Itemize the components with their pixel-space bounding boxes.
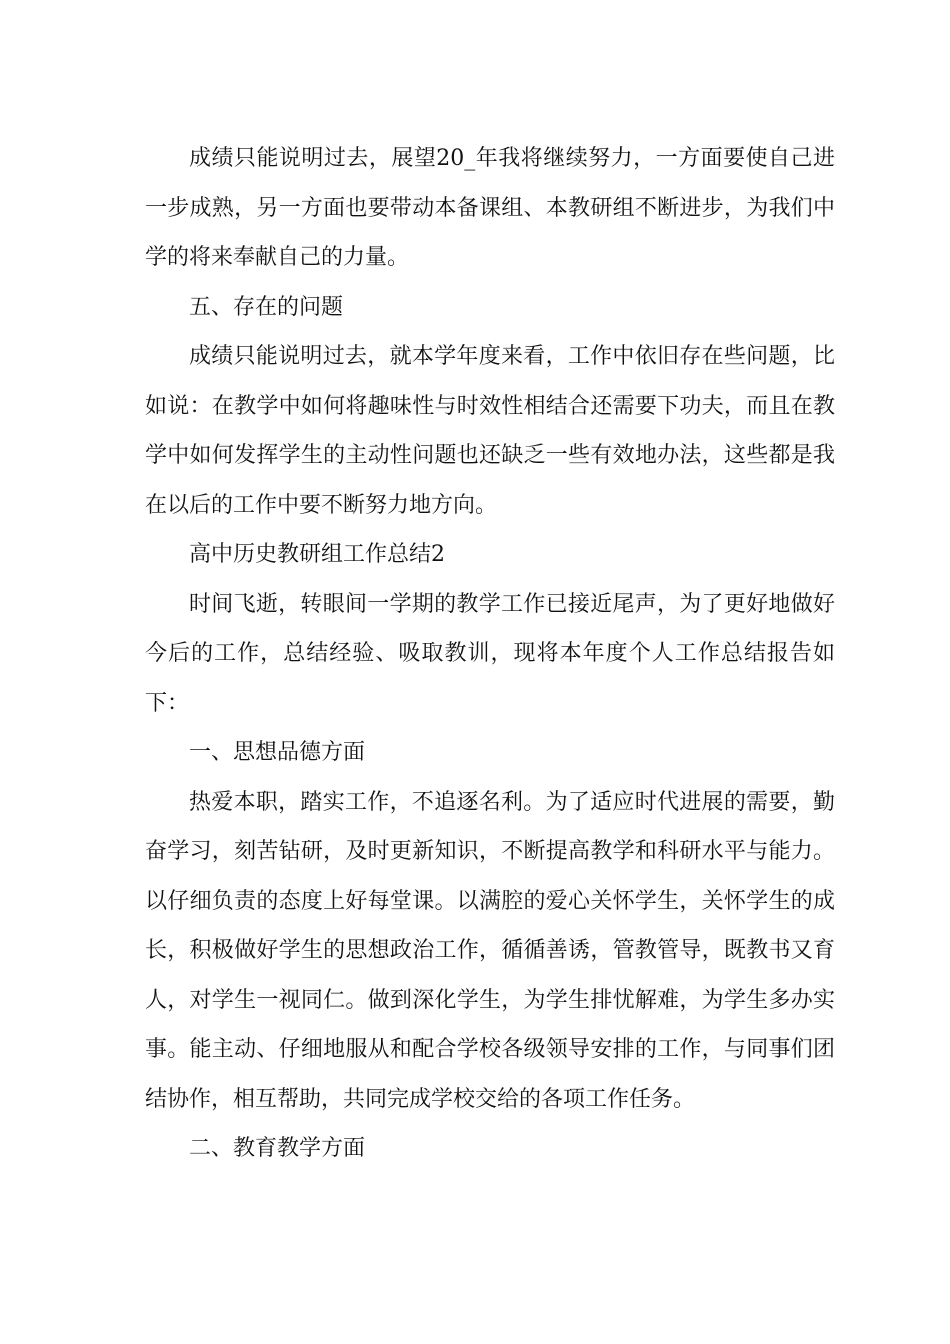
paragraph-outlook: 成绩只能说明过去，展望20_年我将继续努力，一方面要使自己进一步成熟，另一方面也要带动本备课组、本教研组不断进步，为我们中学的将来奉献自己的力量。 <box>145 146 835 270</box>
section-heading-problems: 五、存在的问题 <box>189 294 344 320</box>
paragraph-ideology: 热爱本职，踏实工作，不追逐名利。为了适应时代进展的需要，勤奋学习，刻苦钻研，及时更新知识，不断提高教学和科研水平与能力。以仔细负责的态度上好每堂课。以满腔的爱心关怀学生，关怀学生的成长，积极做好学生的思想政治工作，循循善诱，管教管导，既教书又育人，对学生一视同仁。做到深化学生，为学生排忧解难，为学生多办实事。能主动、仔细地服从和配合学校各级领导安排的工作，与同事们团结协作，相互帮助，共同完成学校交给的各项工作任务。 <box>145 789 835 1112</box>
document-subtitle: 高中历史教研组工作总结2 <box>189 542 445 567</box>
document-body <box>145 134 835 1174</box>
paragraph-intro: 时间飞逝，转眼间一学期的教学工作已接近尾声，为了更好地做好今后的工作，总结经验、吸取教训，现将本年度个人工作总结报告如下： <box>145 591 835 716</box>
section-heading-teaching: 二、教育教学方面 <box>189 1136 366 1161</box>
section-heading-ideology: 一、思想品德方面 <box>189 740 366 765</box>
paragraph-problems: 成绩只能说明过去，就本学年度来看，工作中依旧存在些问题，比如说：在教学中如何将趣味性与时效性相结合还需要下功夫，而且在教学中如何发挥学生的主动性问题也还缺乏一些有效地办法，这些都是我在以后的工作中要不断努力地方向。 <box>145 344 835 518</box>
